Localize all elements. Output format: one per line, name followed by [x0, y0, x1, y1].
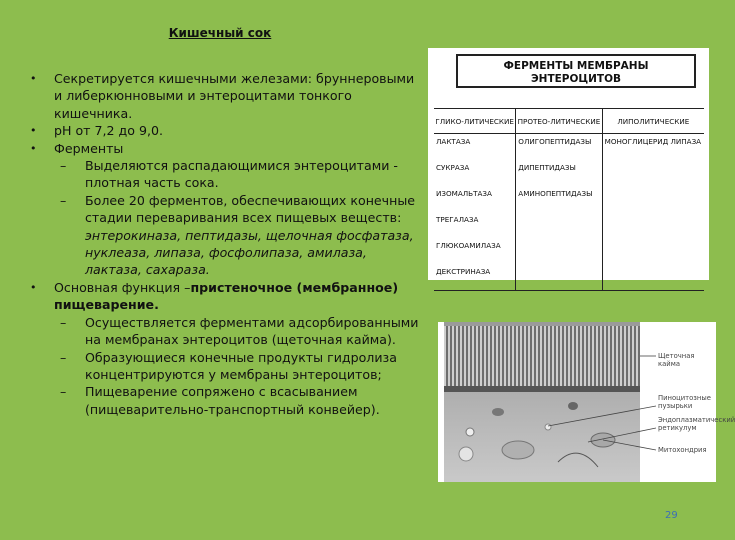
table-cell — [516, 212, 602, 238]
bullet-enzymes-text: Ферменты — [54, 140, 124, 156]
enterocyte-micrograph — [438, 322, 735, 482]
bullet-ph-text: pH от 7,2 до 9,0. — [54, 123, 163, 139]
table-cell: ИЗОМАЛЬТАЗА — [436, 189, 492, 198]
bullet-main-function-text: Основная функция – — [54, 279, 191, 295]
sub-bullet-text: Образующиеся конечные продукты гидролиза концентрируются у мембраны энтероцитов; — [85, 349, 397, 382]
table-header-cell: ГЛИКО-ЛИТИЧЕСКИЕ — [434, 109, 516, 134]
bullet-main-function — [30, 279, 425, 314]
sub-bullet-conveyor — [30, 383, 425, 418]
bullet-secretion — [30, 70, 425, 122]
micrograph-label: Щеточная кайма — [658, 352, 695, 368]
sub-dash: – — [60, 384, 67, 400]
table-cell: ДЕКСТРИНАЗА — [434, 264, 516, 291]
enzyme-table-title-line1: ФЕРМЕНТЫ МЕМБРАНЫ — [503, 60, 649, 72]
sub-dash: – — [60, 192, 67, 208]
page-number: 29 — [665, 510, 678, 521]
enzyme-table — [434, 108, 704, 291]
table-row — [434, 134, 704, 161]
sub-bullet-brush-border — [30, 314, 425, 349]
table-row — [434, 264, 704, 291]
table-cell: МОНОГЛИЦЕРИД ЛИПАЗА — [602, 134, 704, 161]
table-cell — [602, 238, 704, 264]
table-row — [434, 186, 704, 212]
table-cell: ГЛЮКОАМИЛАЗА — [436, 241, 501, 250]
table-header-row — [434, 109, 704, 134]
sub-dash: – — [60, 314, 67, 330]
bullet-enzymes — [30, 140, 425, 157]
table-row — [434, 238, 704, 264]
table-cell: ДИПЕПТИДАЗЫ — [516, 160, 602, 186]
micrograph-label: Эндоплазматический ретикулум — [658, 416, 735, 432]
sub-bullet-text: Пищеварение сопряжено с всасыванием (пищеварительно-транспортный конвейер). — [85, 384, 380, 417]
bullet-main-function-bold: пристеночное (мембранное) пищеварение. — [54, 279, 399, 313]
bullet-ph — [30, 122, 425, 139]
enzyme-list-italic: энтерокиназа, пептидазы, щелочная фосфатаза, нуклеаза, липаза, фосфолипаза, амилаза, лактаза, сахараза. — [85, 227, 414, 278]
table-row — [434, 212, 704, 238]
table-cell — [602, 160, 704, 186]
bullet-dot: • — [30, 124, 37, 138]
bullet-dot: • — [30, 280, 37, 294]
sub-dash: – — [60, 349, 67, 365]
micrograph-label: Пиноцитозные пузырьки — [658, 394, 711, 410]
bullet-secretion-text: Секретируется кишечными железами: бруннеровыми и либеркюнновыми и энтероцитами тонкого кишечника. — [54, 71, 415, 121]
bullet-dot: • — [30, 72, 37, 85]
enzyme-table-image — [428, 48, 709, 280]
micrograph-label: Митохондрия — [658, 446, 707, 454]
table-cell: СУКРАЗА — [436, 163, 470, 172]
table-row — [434, 160, 704, 186]
sub-dash: – — [60, 158, 67, 174]
table-cell: ТРЕГАЛАЗА — [436, 215, 479, 224]
table-cell — [602, 264, 704, 291]
enzyme-table-title — [456, 54, 696, 88]
sub-bullet-enzymes-source — [30, 157, 425, 192]
table-cell — [602, 212, 704, 238]
table-cell — [602, 186, 704, 212]
bullet-dot: • — [30, 141, 37, 155]
sub-bullet-products — [30, 349, 425, 384]
table-cell — [516, 238, 602, 264]
sub-bullet-text: Осуществляется ферментами адсорбированными на мембранах энтероцитов (щеточная кайма). — [85, 314, 419, 348]
table-cell: ОЛИГОПЕПТИДАЗЫ — [516, 134, 602, 161]
enzyme-table-title-line2: ЭНТЕРОЦИТОВ — [530, 73, 622, 85]
sub-bullet-enzymes-list — [30, 192, 425, 279]
table-cell — [516, 264, 602, 291]
table-header-cell: ПРОТЕО-ЛИТИЧЕСКИЕ — [516, 109, 602, 134]
table-cell: АМИНОПЕПТИДАЗЫ — [516, 186, 602, 212]
slide-title: Кишечный сок — [168, 26, 272, 40]
sub-bullet-text: Более 20 ферментов, обеспечивающих конечные стадии переваривания всех пищевых веществ: — [85, 192, 416, 226]
table-cell: ЛАКТАЗА — [436, 137, 471, 146]
sub-bullet-text: Выделяются распадающимися энтероцитами - плотная часть сока. — [85, 158, 398, 191]
table-header-cell: ЛИПОЛИТИЧЕСКИЕ — [602, 109, 704, 134]
slide-body — [30, 70, 425, 418]
